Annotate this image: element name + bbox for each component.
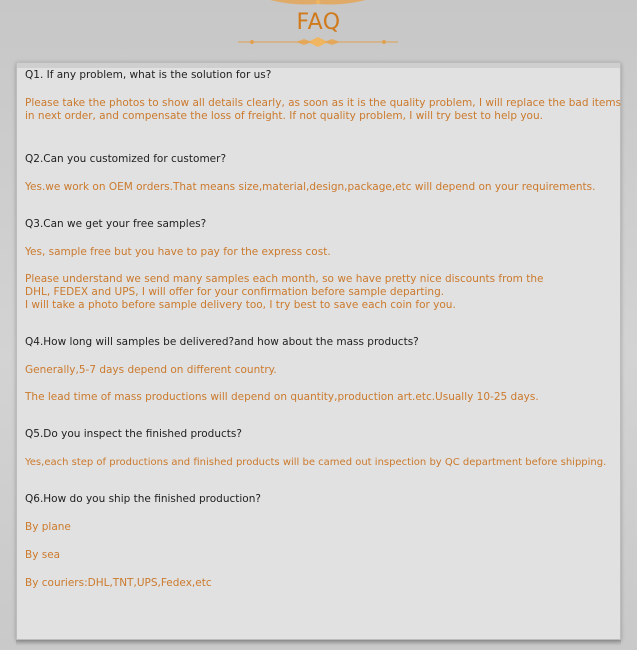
faq-answer-1-1: Please take the photos to show all details clearly, as soon as it is the quality problem, I will replace the bad items in next order, and compensate the loss of freight. If not quality problem, I will try best to help you. [25,97,622,122]
faq-question-1: Q1. If any problem, what is the solution for us? [25,69,272,81]
title-underline-ornament-icon [238,36,398,48]
faq-answer-2-1: Yes.we work on OEM orders.That means size,material,design,package,etc will depend on your requirements. [25,181,596,193]
faq-item-2 [25,153,625,194]
top-ornament-icon [270,0,366,6]
faq-card [16,62,621,640]
faq-question-5: Q5.Do you inspect the finished products? [25,428,242,440]
faq-answer-6-3: By couriers:DHL,TNT,UPS,Fedex,etc [25,577,212,589]
faq-answer-5-1: Yes,each step of productions and finished products will be camed out inspection by QC department before shipping. [25,457,607,468]
faq-answer-4-1: Generally,5-7 days depend on different country. [25,364,277,376]
faq-answer-3-3: I will take a photo before sample delivery too, I try best to save each coin for you. [25,299,456,311]
faq-item-6 [25,493,625,590]
faq-item-3 [25,218,625,312]
faq-item-5 [25,428,625,469]
faq-answer-3-2: Please understand we send many samples each month, so we have pretty nice discounts from the DHL, FEDEX and UPS, I will offer for your confirmation before sample departing. [25,273,544,298]
page-title: FAQ [296,10,341,35]
faq-question-6: Q6.How do you ship the finished production? [25,493,261,505]
faq-header [0,0,637,60]
faq-list [25,69,625,590]
faq-answer-6-1: By plane [25,521,71,533]
card-top-strip [17,63,620,68]
faq-answer-6-2: By sea [25,549,61,561]
faq-item-4 [25,336,625,404]
faq-item-1 [25,69,625,123]
card-bottom-shadow [16,640,621,646]
faq-answer-4-2: The lead time of mass productions will depend on quantity,production art.etc.Usually 10-25 days. [25,391,539,403]
faq-question-3: Q3.Can we get your free samples? [25,218,207,230]
faq-answer-3-1: Yes, sample free but you have to pay for the express cost. [25,246,331,258]
faq-question-2: Q2.Can you customized for customer? [25,153,227,165]
faq-question-4: Q4.How long will samples be delivered?and how about the mass products? [25,336,419,348]
